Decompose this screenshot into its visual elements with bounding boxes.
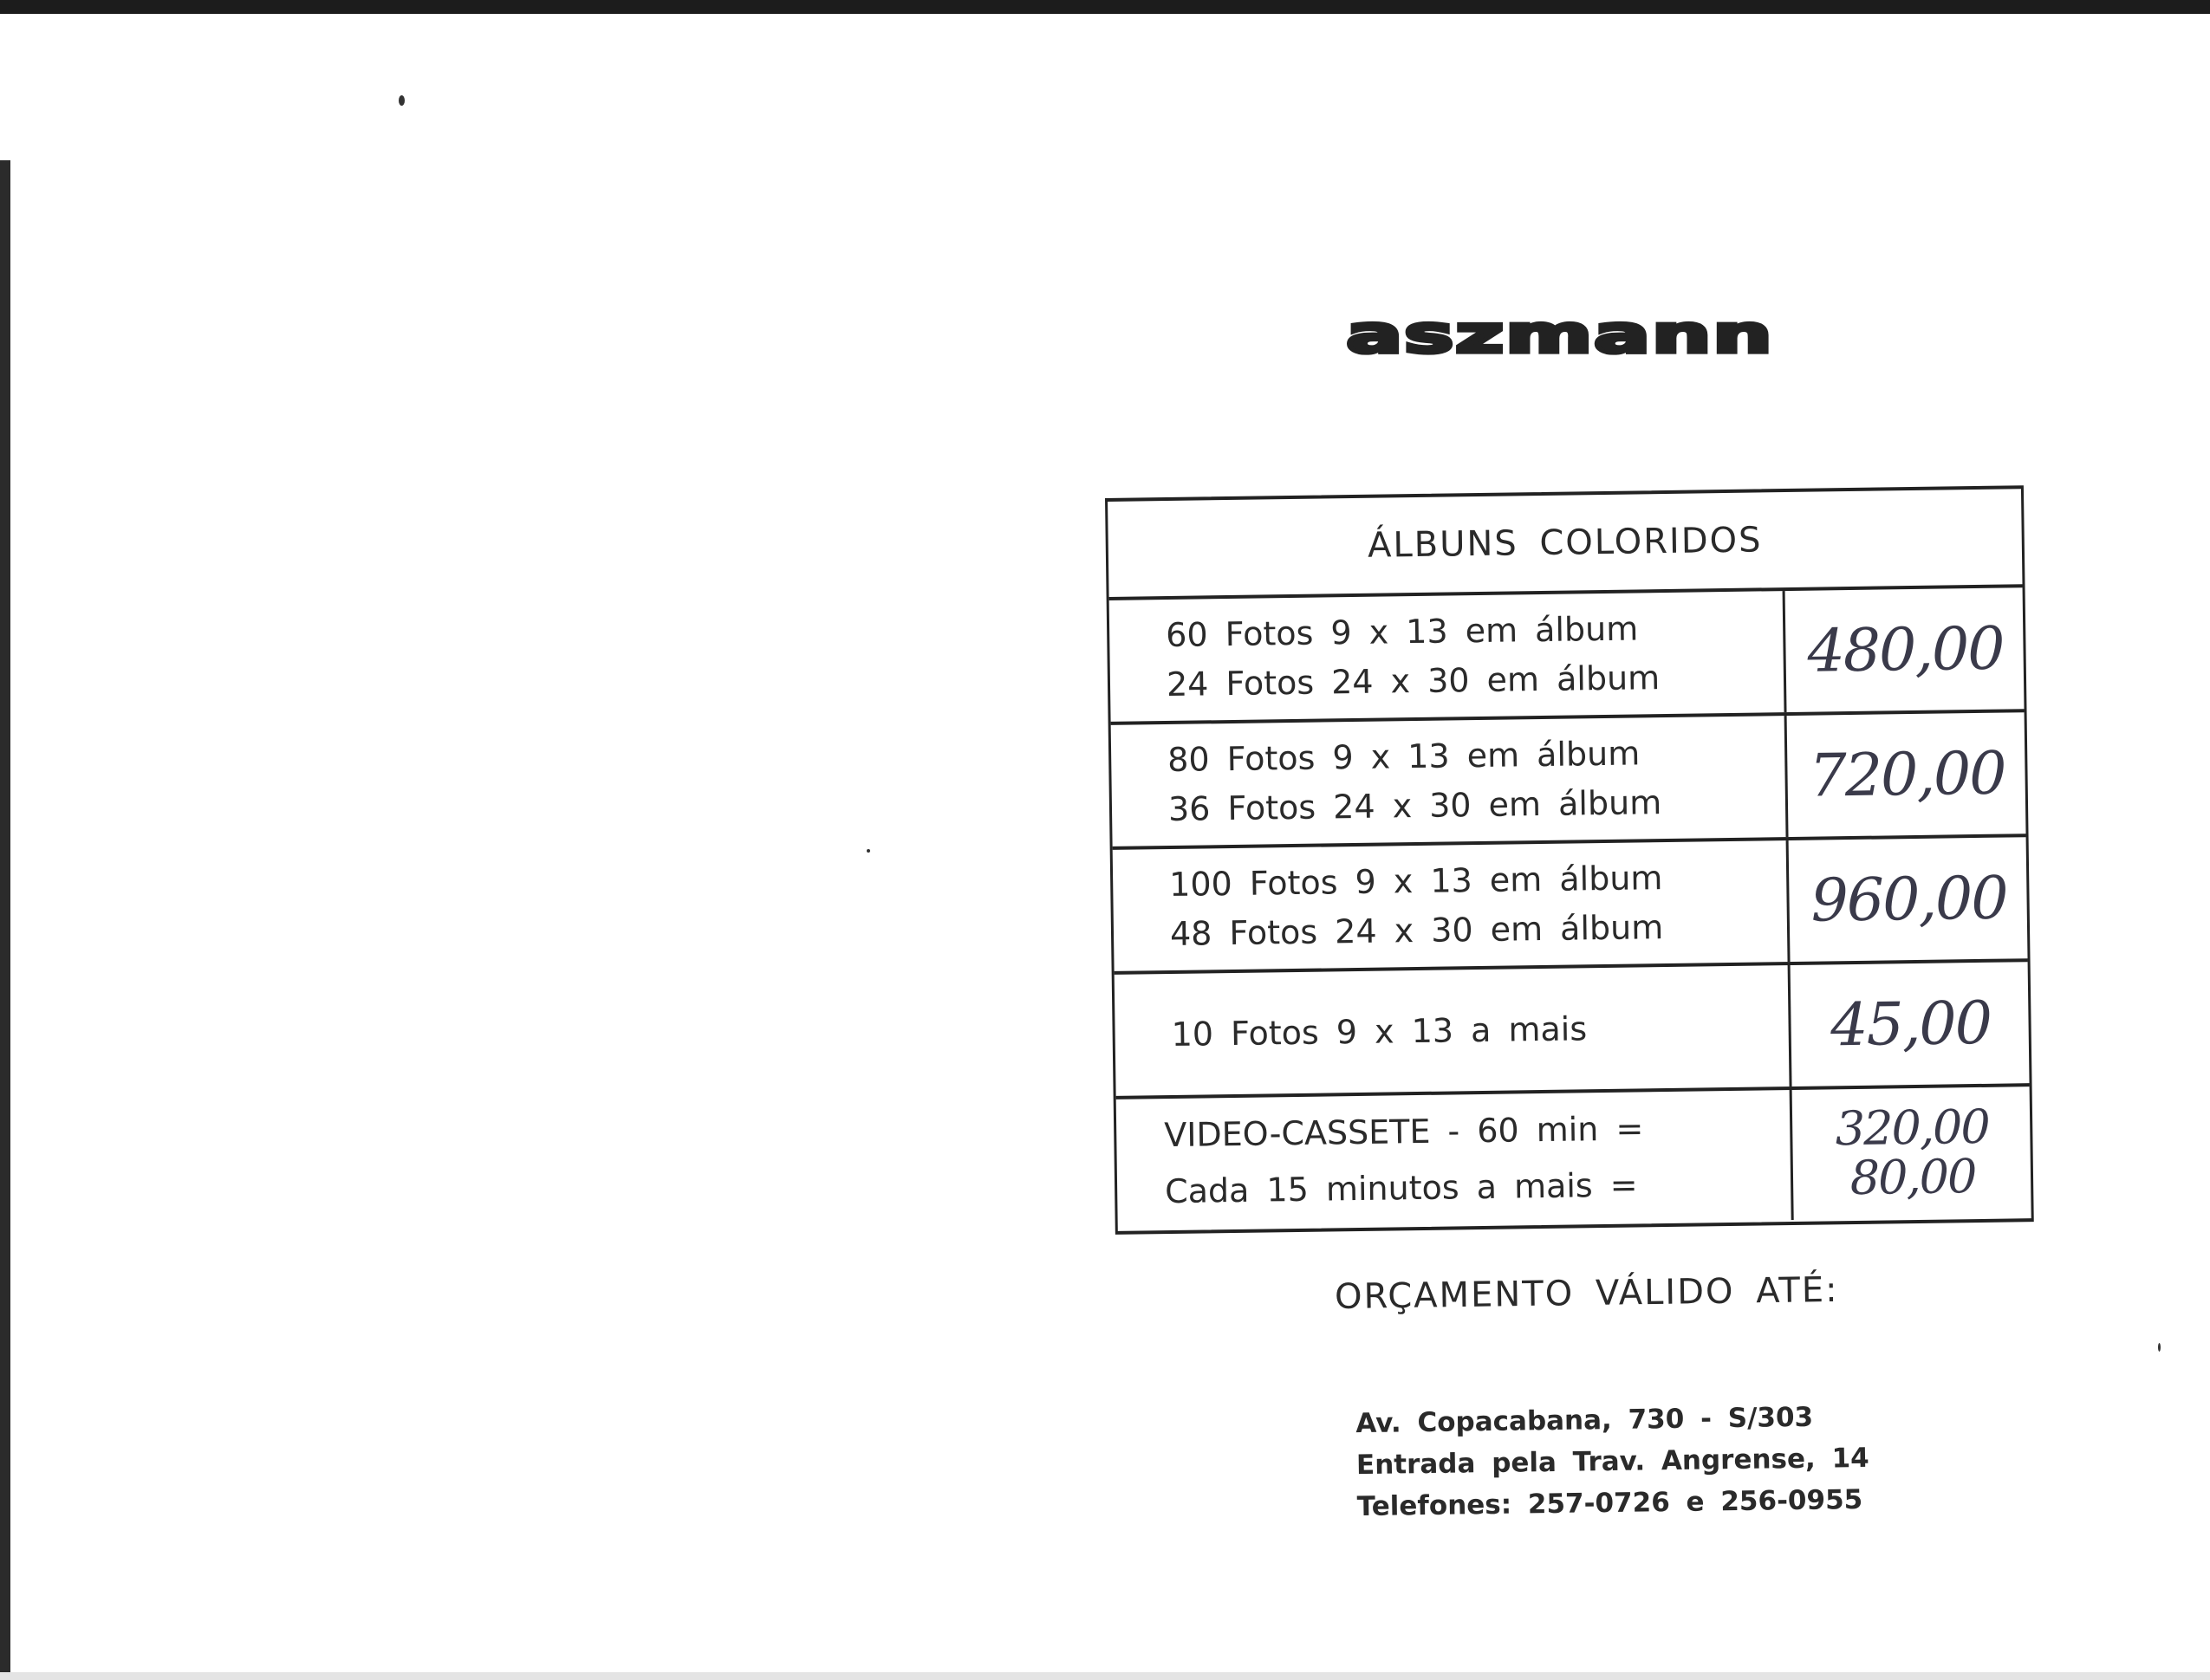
description-line: 36 Fotos 24 x 30 em álbum: [1167, 783, 1662, 829]
row-description: [1116, 1090, 1794, 1229]
scan-edge-top: [0, 0, 2210, 14]
handwritten-price: 45,00: [1830, 989, 1992, 1060]
brand-logo: [1248, 291, 1872, 378]
price-row: [1109, 587, 2025, 725]
description-line: 24 Fotos 24 x 30 em álbum: [1166, 658, 1661, 704]
table-title: ÁLBUNS COLORIDOS: [1108, 489, 2022, 600]
address-line: Av. Copacabana, 730 - S/303: [1355, 1401, 1814, 1440]
description-line: 10 Fotos 9 x 13 a mais: [1171, 1009, 1588, 1054]
scan-edge-bottom: [0, 1672, 2210, 1680]
description-line: 80 Fotos 9 x 13 em álbum: [1167, 734, 1641, 780]
handwritten-price: 720,00: [1809, 739, 2006, 811]
row-description: [1113, 840, 1791, 971]
address-block: [1355, 1396, 1870, 1528]
address-line: Entrada pela Trav. Angrense, 14: [1355, 1442, 1869, 1482]
description-line: 100 Fotos 9 x 13 em álbum: [1168, 859, 1663, 905]
description-line: 48 Fotos 24 x 30 em álbum: [1169, 908, 1664, 953]
handwritten-price-pair: [1794, 1086, 2031, 1220]
price-row: [1115, 962, 2030, 1099]
handwritten-price: 320,00: [1835, 1099, 1990, 1157]
dust-speck: [399, 95, 405, 106]
description-line: VIDEO-CASSETE - 60 min =: [1163, 1109, 1644, 1155]
row-description: [1111, 716, 1789, 846]
handwritten-price: 80,00: [1849, 1149, 1976, 1206]
brand-logo-text: aszmann: [1346, 304, 1774, 365]
validity-label: ORÇAMENTO VÁLIDO ATÉ:: [1334, 1269, 1839, 1318]
dust-speck: [2158, 1343, 2161, 1352]
price-table: [1105, 485, 2034, 1235]
description-line: 60 Fotos 9 x 13 em álbum: [1165, 609, 1639, 655]
price-row-video: [1116, 1086, 2031, 1229]
price-row: [1111, 712, 2026, 850]
phone-line: Telefones: 257-0726 e 256-0955: [1356, 1484, 1863, 1523]
scan-edge-left: [0, 160, 10, 1680]
description-line: Cada 15 minutos a mais =: [1164, 1165, 1638, 1211]
dust-speck: [867, 849, 870, 853]
handwritten-price: 960,00: [1810, 864, 2008, 936]
row-description: [1115, 965, 1792, 1096]
price-row: [1113, 837, 2028, 975]
handwritten-price: 480,00: [1807, 614, 2005, 686]
row-description: [1109, 591, 1787, 722]
